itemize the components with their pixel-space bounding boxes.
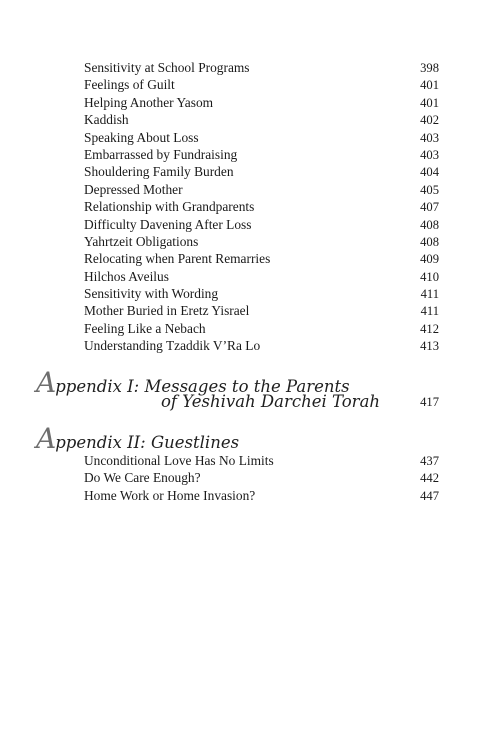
toc-entry[interactable] [84,163,439,180]
toc-entry[interactable] [84,59,439,76]
toc-entry-page: 437 [420,454,439,468]
toc-entry-page: 411 [420,287,439,302]
toc-entry[interactable] [84,337,439,354]
appendix-2-heading[interactable] [36,422,239,455]
toc-entry-title: Depressed Mother [84,181,183,197]
toc-entry[interactable] [84,285,439,302]
toc-entry-page: 404 [420,165,439,180]
toc-entry-title: Speaking About Loss [84,129,199,145]
toc-entry-page: 411 [420,304,439,319]
appendix-1-drop-cap: A [36,366,56,399]
toc-entry-page: 407 [420,200,439,215]
appendix-2-title: ppendix II: Guestlines [55,433,240,452]
toc-entry-page: 398 [420,61,439,75]
toc-entry-page: 403 [420,147,439,162]
toc-entry-title: Mother Buried in Eretz Yisrael [84,303,250,319]
toc-entry[interactable] [84,452,439,469]
toc-entry[interactable] [84,487,439,504]
toc-entry[interactable] [84,181,439,198]
toc-entry-title: Embarrassed by Fundraising [84,146,238,162]
toc-entry[interactable] [84,302,439,319]
toc-entry-page: 402 [420,113,439,128]
toc-entry[interactable] [84,146,439,163]
toc-entry[interactable] [84,250,439,267]
toc-entry-title: Feelings of Guilt [84,77,175,93]
toc-entry-title: Sensitivity with Wording [84,286,219,302]
toc-entry-page: 403 [420,130,439,145]
toc-entry[interactable] [84,111,439,128]
toc-entry[interactable] [84,320,439,337]
toc-entry[interactable] [84,94,439,111]
toc-entry-title: Kaddish [84,112,129,128]
toc-entry-page: 408 [420,234,439,249]
toc-entry-title: Home Work or Home Invasion? [84,487,256,503]
toc-entry-title: Feeling Like a Nebach [84,320,206,336]
toc-entry-title: Sensitivity at School Programs [84,60,250,75]
toc-entry-title: Relationship with Grandparents [84,199,255,215]
toc-entry[interactable] [84,268,439,285]
toc-entry-page: 401 [420,78,439,93]
appendix-1-page: 417 [420,395,439,409]
toc-entry-title: Hilchos Aveilus [84,268,169,284]
toc-entry-title: Understanding Tzaddik V’Ra Lo [84,338,261,354]
toc-entry-page: 413 [420,339,439,354]
toc-entry-title: Relocating when Parent Remarries [84,251,271,267]
toc-entry-page: 401 [420,95,439,110]
toc-entry-title: Helping Another Yasom [84,94,214,110]
appendix-2-drop-cap: A [36,422,56,455]
toc-entry-page: 405 [420,182,439,197]
toc-entry-page: 410 [420,269,439,284]
appendix-1-title: ppendix I: Messages to the Parents [55,377,350,396]
toc-entry-title: Unconditional Love Has No Limits [84,453,274,468]
toc-entry[interactable] [84,233,439,250]
toc-entry[interactable] [84,469,439,486]
toc-entry-page: 447 [420,488,439,503]
toc-entry-title: Do We Care Enough? [84,470,201,486]
toc-entry-page: 412 [420,321,439,336]
toc-entry[interactable] [84,198,439,215]
toc-list [84,59,439,355]
toc-entry[interactable] [84,76,439,93]
toc-entry-page: 409 [420,252,439,267]
toc-entry-page: 408 [420,217,439,232]
toc-entry-page: 442 [420,471,439,486]
appendix-1-title-continued: of Yeshivah Darchei Torah [161,392,381,411]
toc-entry-title: Difficulty Davening After Loss [84,216,252,232]
appendix-2-list [84,452,439,504]
toc-entry[interactable] [84,129,439,146]
toc-entry[interactable] [84,216,439,233]
toc-entry-title: Shouldering Family Burden [84,164,234,180]
toc-entry-title: Yahrtzeit Obligations [84,233,199,249]
